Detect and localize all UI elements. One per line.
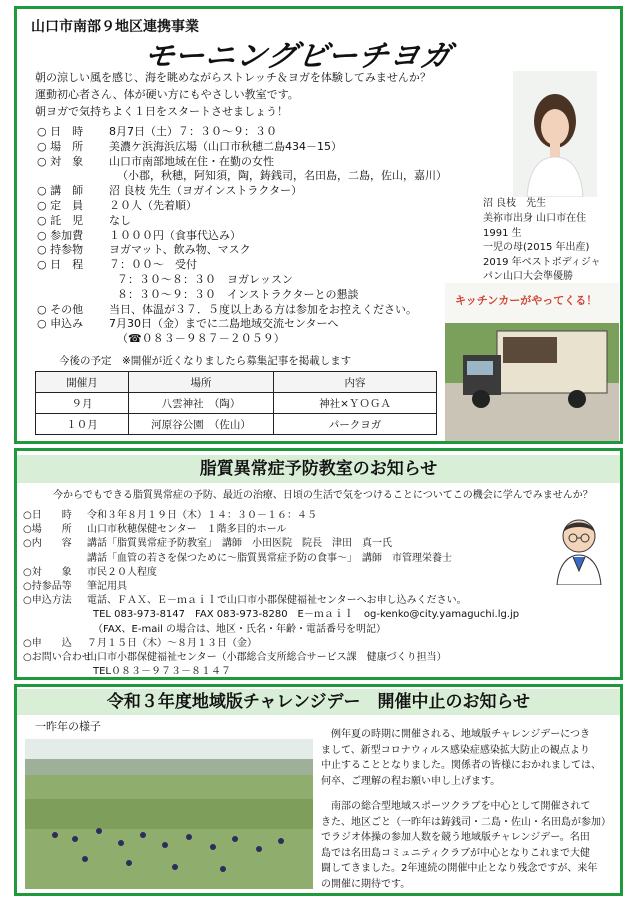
detail-label: ○ 参加費	[37, 228, 84, 242]
detail-label: ○ 場 所	[37, 139, 84, 153]
detail-label: ○ 日 程	[37, 258, 84, 272]
detail-label: ○ 定 員	[37, 199, 84, 212]
paragraph-line: 例年夏の時期に開催される、地域版チャレンジデーにつき	[321, 729, 590, 740]
paragraph-line: の開催に期待です。	[321, 878, 411, 890]
instructor-bio-line: パン山口大会準優勝	[483, 271, 573, 282]
table-header: 開催月	[36, 372, 129, 393]
detail-value: 当日、体温が３７．５度以上ある方は参加をお控えください。	[109, 302, 417, 316]
paragraph-line: 何卒、ご理解の程お願い申し上げます。	[321, 775, 501, 787]
detail-value: ヨガマット、飲み物、マスク	[109, 243, 251, 257]
detail-value: ７：３０～８：３０ ヨガレッスン	[117, 273, 293, 286]
intro-line-2: 運動初心者さん、体が硬い方にもやさしい教室です。	[35, 88, 299, 101]
detail-label: ○ 持参物	[37, 243, 84, 257]
org-title: 山口市南部９地区連携事業	[31, 19, 199, 35]
detail-value: 沼 良枝 先生（ヨガインストラクター）	[109, 184, 303, 198]
instructor-bio-line: 美祢市出身 山口市在住	[483, 213, 587, 224]
detail-value: 電話、ＦＡＸ、Ｅ－ｍａｉｌで山口市小郡保健福祉センターへお申し込みください。	[87, 595, 467, 607]
detail-value: （☎０８３－９８７－２０５９）	[117, 332, 285, 346]
detail-value: 7月30日（金）までに二島地域交流センターへ	[109, 317, 339, 331]
detail-value: ８：３０～９：３０ インストラクターとの懇談	[117, 287, 359, 301]
detail-label: ○日 時	[23, 510, 72, 521]
photo-caption: 一昨年の様子	[35, 720, 101, 733]
dyslipidemia-section	[14, 448, 623, 680]
challenge-section	[14, 684, 623, 896]
instructor-bio-line: 一児の母(2015 年出産)	[483, 242, 590, 253]
table-cell: 八雲神社 （陶）	[129, 393, 274, 414]
radio-exercise-photo	[25, 739, 313, 889]
table-header: 内容	[274, 372, 437, 393]
instructor-name: 沼 良枝 先生	[483, 198, 547, 209]
detail-value: ７：００～ 受付	[109, 258, 197, 272]
detail-label: ○申込方法	[23, 595, 72, 607]
detail-value: TEL 083-973-8147 FAX 083-973-8280 E－ｍａｉｌ og-kenko@city.yamaguchi.lg.jp	[93, 609, 520, 621]
table-header: 場所	[129, 372, 274, 393]
intro-line-1: 朝の涼しい風を感じ、海を眺めながらストレッチ＆ヨガを体験してみませんか？	[35, 71, 431, 84]
detail-label: ○ その他	[37, 302, 84, 316]
detail-value: 市民２０人程度	[87, 566, 157, 578]
detail-value: 美濃ケ浜海浜広場（山口市秋穂二島434－15）	[109, 139, 342, 153]
detail-label: ○ 託 児	[37, 213, 84, 227]
table-cell: 神社×ＹＯＧＡ	[274, 393, 437, 414]
detail-label: ○内 容	[23, 538, 72, 550]
detail-value: なし	[109, 213, 131, 227]
intro-line-3: 朝ヨガで気持ちよく１日をスタートさせましょう！	[35, 105, 288, 118]
detail-value: １０００円（食事代込み）	[109, 228, 241, 242]
table-cell: 河原谷公園 （佐山）	[129, 414, 274, 435]
schedule-caption: 今後の予定 ※開催が近くなりましたら募集記事を掲載します	[59, 355, 352, 367]
detail-value: 講話「脂質異常症予防教室」 講師 小田医院 院長 津田 真一氏	[87, 538, 392, 550]
paragraph-line: でラジオ体操の参加人数を競う地域版チャレンジデー。名田	[321, 832, 590, 843]
table-cell: １０月	[36, 414, 129, 435]
detail-label: ○申 込	[23, 637, 72, 649]
detail-label: ○お問い合わせ	[23, 652, 92, 663]
detail-label: ○ 講 師	[37, 184, 84, 198]
paragraph-line: 中止することとなりました。関係者の皆様におかれましては、	[321, 760, 601, 771]
detail-label: ○ 申込み	[37, 317, 84, 331]
detail-value: 山口市秋穂保健センター １階多目的ホール	[87, 524, 287, 536]
event-title: モーニングビーチヨガ	[142, 39, 454, 74]
instructor-bio-line: 2019 年ベストボディジャ	[483, 256, 601, 268]
paragraph-line: 南部の総合型地域スポーツクラブを中心として開催されて	[321, 801, 591, 812]
detail-value: 8月7日（土）７：３０～９：３０	[109, 125, 277, 138]
paragraph-line: まして、新型コロナウィルス感染症感染拡大防止の観点より	[321, 744, 590, 756]
kitchen-car-caption: キッチンカーがやってくる！	[455, 294, 598, 307]
detail-value: 令和３年８月１９日（木）１４：３０－１６：４５	[87, 510, 317, 521]
dyslipidemia-intro: 今からでもできる脂質異常症の予防、最近の治療、日頃の生活で気をつけることについてこの機会に学んでみませんか？	[53, 490, 593, 501]
section-title: 令和３年度地域版チャレンジデー 開催中止のお知らせ	[17, 689, 620, 715]
instructor-photo	[513, 71, 597, 197]
detail-value: TEL０８３－９７３－８１４７	[93, 666, 231, 678]
paragraph-line: 闘してきました。2年連続の開催中止となり残念ですが、来年	[321, 863, 598, 874]
detail-value: 講話「血管の若さを保つために～脂質異常症予防の食事～」 講師 市管理栄養士	[87, 552, 452, 564]
table-header-row	[36, 372, 437, 393]
yoga-section	[14, 6, 623, 444]
detail-value: ２０人（先着順）	[109, 199, 197, 212]
doctor-icon	[551, 511, 607, 585]
table-row	[36, 393, 437, 414]
detail-label: ○対 象	[23, 566, 72, 578]
detail-value: （小郡，秋穂，阿知須，陶，鋳銭司，名田島，二島，佐山，嘉川）	[117, 169, 447, 183]
table-row	[36, 414, 437, 435]
table-cell: ９月	[36, 393, 129, 414]
paragraph-line: 島では名田島コミュニティクラブが中心となりこれまで大健	[321, 847, 590, 859]
detail-label: ○ 対 象	[37, 154, 84, 168]
detail-value: （FAX、E-mail の場合は、地区・氏名・年齢・電話番号を明記）	[93, 623, 387, 635]
section-title: 脂質異常症予防教室のお知らせ	[17, 455, 620, 483]
detail-label: ○ 日 時	[37, 125, 84, 138]
paragraph-line: きた、地区ごと（一昨年は鋳銭司・二島・佐山・名田島が参加）	[321, 816, 611, 828]
detail-value: 筆記用具	[87, 581, 127, 592]
detail-value: 山口市小郡保健福祉センター（小郡総合支所総合サービス課 健康づくり担当）	[87, 652, 447, 663]
detail-label: ○持参品等	[23, 581, 72, 592]
table-cell: パークヨガ	[274, 414, 437, 435]
detail-label: ○場 所	[23, 524, 72, 536]
detail-value: ７月１５日（木）～８月１３日（金）	[87, 637, 257, 649]
schedule-table	[35, 371, 437, 435]
detail-value: 山口市南部地域在住・在勤の女性	[109, 154, 274, 168]
instructor-bio-line: 1991 生	[483, 227, 522, 239]
